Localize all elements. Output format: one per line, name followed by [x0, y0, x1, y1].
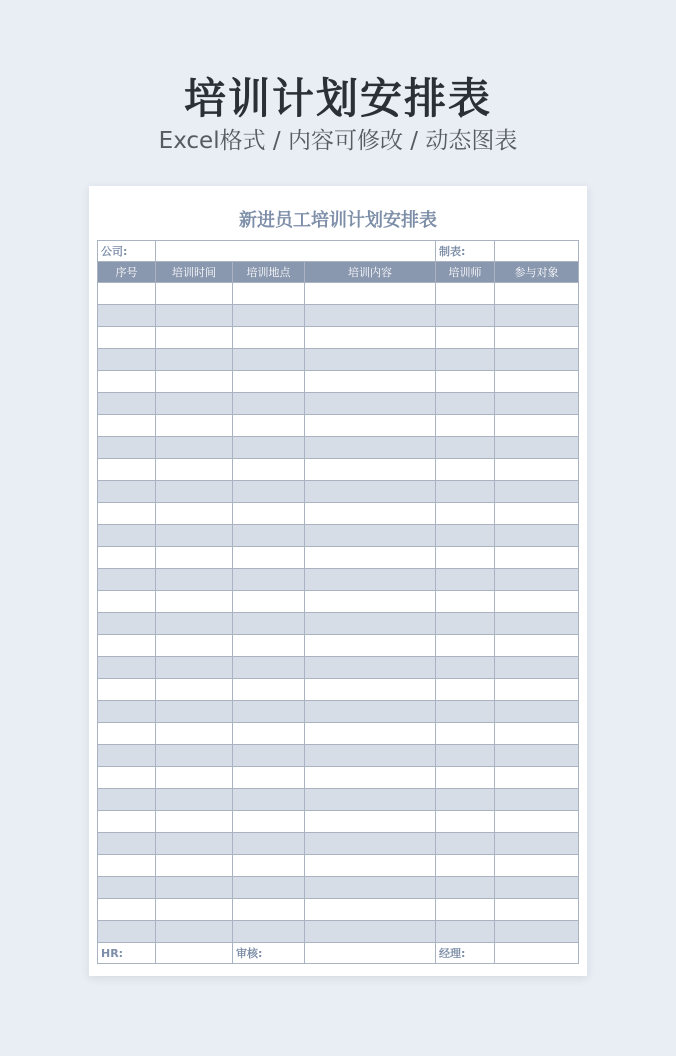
table-row	[98, 349, 579, 371]
participants-cell[interactable]	[495, 327, 579, 349]
index-cell[interactable]	[98, 613, 156, 635]
table-row	[98, 305, 579, 327]
trainer-cell[interactable]	[436, 833, 495, 855]
index-cell[interactable]	[98, 855, 156, 877]
content-cell[interactable]	[305, 415, 436, 437]
content-cell[interactable]	[305, 635, 436, 657]
table-row	[98, 503, 579, 525]
trainer-cell[interactable]	[436, 547, 495, 569]
index-cell[interactable]	[98, 481, 156, 503]
content-cell[interactable]	[305, 591, 436, 613]
table-row	[98, 613, 579, 635]
hr-label: HR:	[98, 943, 156, 964]
location-cell[interactable]	[233, 701, 305, 723]
manager-value-cell[interactable]	[495, 943, 579, 964]
trainer-cell[interactable]	[436, 877, 495, 899]
time-cell[interactable]	[156, 899, 233, 921]
company-label: 公司:	[98, 241, 156, 262]
trainer-cell[interactable]	[436, 503, 495, 525]
participants-cell[interactable]	[495, 547, 579, 569]
content-cell[interactable]	[305, 811, 436, 833]
content-cell[interactable]	[305, 767, 436, 789]
participants-cell[interactable]	[495, 591, 579, 613]
content-cell[interactable]	[305, 899, 436, 921]
footer-row	[98, 943, 579, 964]
content-cell[interactable]	[305, 371, 436, 393]
content-cell[interactable]	[305, 349, 436, 371]
content-cell[interactable]	[305, 503, 436, 525]
participants-cell[interactable]	[495, 635, 579, 657]
index-cell[interactable]	[98, 899, 156, 921]
location-cell[interactable]	[233, 327, 305, 349]
trainer-cell[interactable]	[436, 745, 495, 767]
col-header-location: 培训地点	[233, 262, 305, 283]
index-cell[interactable]	[98, 393, 156, 415]
index-cell[interactable]	[98, 283, 156, 305]
time-cell[interactable]	[156, 371, 233, 393]
index-cell[interactable]	[98, 415, 156, 437]
index-cell[interactable]	[98, 349, 156, 371]
location-cell[interactable]	[233, 855, 305, 877]
trainer-cell[interactable]	[436, 635, 495, 657]
table-row	[98, 701, 579, 723]
participants-cell[interactable]	[495, 393, 579, 415]
header-row	[98, 262, 579, 283]
participants-cell[interactable]	[495, 767, 579, 789]
content-cell[interactable]	[305, 877, 436, 899]
trainer-cell[interactable]	[436, 305, 495, 327]
time-cell[interactable]	[156, 305, 233, 327]
content-cell[interactable]	[305, 283, 436, 305]
participants-cell[interactable]	[495, 877, 579, 899]
trainer-cell[interactable]	[436, 327, 495, 349]
page-title: 培训计划安排表	[183, 74, 492, 123]
time-cell[interactable]	[156, 481, 233, 503]
time-cell[interactable]	[156, 503, 233, 525]
time-cell[interactable]	[156, 547, 233, 569]
table-row	[98, 877, 579, 899]
col-header-trainer: 培训师	[436, 262, 495, 283]
location-cell[interactable]	[233, 679, 305, 701]
content-cell[interactable]	[305, 569, 436, 591]
location-cell[interactable]	[233, 723, 305, 745]
trainer-cell[interactable]	[436, 921, 495, 943]
index-cell[interactable]	[98, 591, 156, 613]
location-cell[interactable]	[233, 569, 305, 591]
location-cell[interactable]	[233, 635, 305, 657]
content-cell[interactable]	[305, 437, 436, 459]
table-row	[98, 415, 579, 437]
time-cell[interactable]	[156, 745, 233, 767]
participants-cell[interactable]	[495, 789, 579, 811]
trainer-cell[interactable]	[436, 393, 495, 415]
trainer-cell[interactable]	[436, 855, 495, 877]
trainer-cell[interactable]	[436, 569, 495, 591]
index-cell[interactable]	[98, 503, 156, 525]
time-cell[interactable]	[156, 789, 233, 811]
table-row	[98, 283, 579, 305]
participants-cell[interactable]	[495, 459, 579, 481]
location-cell[interactable]	[233, 613, 305, 635]
col-header-time: 培训时间	[156, 262, 233, 283]
location-cell[interactable]	[233, 437, 305, 459]
time-cell[interactable]	[156, 833, 233, 855]
time-cell[interactable]	[156, 855, 233, 877]
trainer-cell[interactable]	[436, 811, 495, 833]
location-cell[interactable]	[233, 833, 305, 855]
content-cell[interactable]	[305, 657, 436, 679]
participants-cell[interactable]	[495, 349, 579, 371]
table-row	[98, 855, 579, 877]
time-cell[interactable]	[156, 613, 233, 635]
trainer-cell[interactable]	[436, 371, 495, 393]
index-cell[interactable]	[98, 459, 156, 481]
participants-cell[interactable]	[495, 283, 579, 305]
table-row	[98, 591, 579, 613]
participants-cell[interactable]	[495, 657, 579, 679]
table-row	[98, 811, 579, 833]
table-row	[98, 767, 579, 789]
location-cell[interactable]	[233, 415, 305, 437]
table-row	[98, 327, 579, 349]
participants-cell[interactable]	[495, 415, 579, 437]
content-cell[interactable]	[305, 613, 436, 635]
location-cell[interactable]	[233, 481, 305, 503]
participants-cell[interactable]	[495, 481, 579, 503]
index-cell[interactable]	[98, 635, 156, 657]
content-cell[interactable]	[305, 855, 436, 877]
trainer-cell[interactable]	[436, 459, 495, 481]
location-cell[interactable]	[233, 877, 305, 899]
participants-cell[interactable]	[495, 921, 579, 943]
time-cell[interactable]	[156, 349, 233, 371]
time-cell[interactable]	[156, 657, 233, 679]
participants-cell[interactable]	[495, 613, 579, 635]
time-cell[interactable]	[156, 283, 233, 305]
location-cell[interactable]	[233, 767, 305, 789]
index-cell[interactable]	[98, 701, 156, 723]
time-cell[interactable]	[156, 767, 233, 789]
location-cell[interactable]	[233, 591, 305, 613]
trainer-cell[interactable]	[436, 591, 495, 613]
time-cell[interactable]	[156, 437, 233, 459]
index-cell[interactable]	[98, 547, 156, 569]
table-row	[98, 547, 579, 569]
time-cell[interactable]	[156, 679, 233, 701]
index-cell[interactable]	[98, 679, 156, 701]
location-cell[interactable]	[233, 899, 305, 921]
participants-cell[interactable]	[495, 679, 579, 701]
time-cell[interactable]	[156, 415, 233, 437]
participants-cell[interactable]	[495, 723, 579, 745]
index-cell[interactable]	[98, 371, 156, 393]
trainer-cell[interactable]	[436, 349, 495, 371]
time-cell[interactable]	[156, 811, 233, 833]
location-cell[interactable]	[233, 305, 305, 327]
participants-cell[interactable]	[495, 811, 579, 833]
trainer-cell[interactable]	[436, 415, 495, 437]
location-cell[interactable]	[233, 547, 305, 569]
trainer-cell[interactable]	[436, 789, 495, 811]
content-cell[interactable]	[305, 459, 436, 481]
review-value-cell[interactable]	[305, 943, 436, 964]
participants-cell[interactable]	[495, 899, 579, 921]
table-row	[98, 393, 579, 415]
time-cell[interactable]	[156, 921, 233, 943]
table-row	[98, 899, 579, 921]
location-cell[interactable]	[233, 789, 305, 811]
info-row	[98, 241, 579, 262]
location-cell[interactable]	[233, 745, 305, 767]
index-cell[interactable]	[98, 811, 156, 833]
table-row	[98, 657, 579, 679]
participants-cell[interactable]	[495, 503, 579, 525]
index-cell[interactable]	[98, 921, 156, 943]
index-cell[interactable]	[98, 745, 156, 767]
location-cell[interactable]	[233, 525, 305, 547]
hr-value-cell[interactable]	[156, 943, 233, 964]
table-row	[98, 745, 579, 767]
participants-cell[interactable]	[495, 569, 579, 591]
content-cell[interactable]	[305, 393, 436, 415]
location-cell[interactable]	[233, 371, 305, 393]
trainer-cell[interactable]	[436, 283, 495, 305]
time-cell[interactable]	[156, 459, 233, 481]
index-cell[interactable]	[98, 327, 156, 349]
col-header-index: 序号	[98, 262, 156, 283]
table-row	[98, 525, 579, 547]
trainer-cell[interactable]	[436, 767, 495, 789]
trainer-cell[interactable]	[436, 657, 495, 679]
time-cell[interactable]	[156, 393, 233, 415]
location-cell[interactable]	[233, 657, 305, 679]
table-row	[98, 481, 579, 503]
preparer-value-cell[interactable]	[495, 241, 579, 262]
participants-cell[interactable]	[495, 855, 579, 877]
index-cell[interactable]	[98, 657, 156, 679]
table-row	[98, 437, 579, 459]
time-cell[interactable]	[156, 723, 233, 745]
index-cell[interactable]	[98, 569, 156, 591]
preparer-label: 制表:	[436, 241, 495, 262]
table-row	[98, 789, 579, 811]
training-plan-table	[97, 240, 579, 964]
index-cell[interactable]	[98, 767, 156, 789]
content-cell[interactable]	[305, 921, 436, 943]
page-subtitle: Excel格式 / 内容可修改 / 动态图表	[158, 128, 518, 154]
table-row	[98, 723, 579, 745]
col-header-participants: 参与对象	[495, 262, 579, 283]
participants-cell[interactable]	[495, 437, 579, 459]
content-cell[interactable]	[305, 789, 436, 811]
table-row	[98, 459, 579, 481]
content-cell[interactable]	[305, 833, 436, 855]
index-cell[interactable]	[98, 305, 156, 327]
location-cell[interactable]	[233, 393, 305, 415]
review-label: 审核:	[233, 943, 305, 964]
time-cell[interactable]	[156, 569, 233, 591]
content-cell[interactable]	[305, 701, 436, 723]
manager-label: 经理:	[436, 943, 495, 964]
trainer-cell[interactable]	[436, 481, 495, 503]
table-row	[98, 679, 579, 701]
table-row	[98, 371, 579, 393]
time-cell[interactable]	[156, 877, 233, 899]
content-cell[interactable]	[305, 723, 436, 745]
content-cell[interactable]	[305, 745, 436, 767]
trainer-cell[interactable]	[436, 701, 495, 723]
participants-cell[interactable]	[495, 525, 579, 547]
participants-cell[interactable]	[495, 701, 579, 723]
content-cell[interactable]	[305, 547, 436, 569]
time-cell[interactable]	[156, 327, 233, 349]
participants-cell[interactable]	[495, 745, 579, 767]
index-cell[interactable]	[98, 437, 156, 459]
col-header-content: 培训内容	[305, 262, 436, 283]
trainer-cell[interactable]	[436, 525, 495, 547]
content-cell[interactable]	[305, 679, 436, 701]
location-cell[interactable]	[233, 283, 305, 305]
participants-cell[interactable]	[495, 371, 579, 393]
trainer-cell[interactable]	[436, 437, 495, 459]
content-cell[interactable]	[305, 481, 436, 503]
time-cell[interactable]	[156, 591, 233, 613]
time-cell[interactable]	[156, 701, 233, 723]
location-cell[interactable]	[233, 921, 305, 943]
index-cell[interactable]	[98, 877, 156, 899]
index-cell[interactable]	[98, 789, 156, 811]
trainer-cell[interactable]	[436, 679, 495, 701]
content-cell[interactable]	[305, 327, 436, 349]
content-cell[interactable]	[305, 305, 436, 327]
content-cell[interactable]	[305, 525, 436, 547]
location-cell[interactable]	[233, 503, 305, 525]
participants-cell[interactable]	[495, 305, 579, 327]
table-row	[98, 921, 579, 943]
table-row	[98, 569, 579, 591]
company-value-cell[interactable]	[156, 241, 436, 262]
participants-cell[interactable]	[495, 833, 579, 855]
table-row	[98, 635, 579, 657]
location-cell[interactable]	[233, 459, 305, 481]
index-cell[interactable]	[98, 833, 156, 855]
table-row	[98, 833, 579, 855]
location-cell[interactable]	[233, 811, 305, 833]
spreadsheet-preview	[89, 186, 587, 976]
location-cell[interactable]	[233, 349, 305, 371]
time-cell[interactable]	[156, 635, 233, 657]
index-cell[interactable]	[98, 525, 156, 547]
trainer-cell[interactable]	[436, 899, 495, 921]
time-cell[interactable]	[156, 525, 233, 547]
trainer-cell[interactable]	[436, 613, 495, 635]
sheet-title: 新进员工培训计划安排表	[239, 210, 437, 231]
index-cell[interactable]	[98, 723, 156, 745]
trainer-cell[interactable]	[436, 723, 495, 745]
